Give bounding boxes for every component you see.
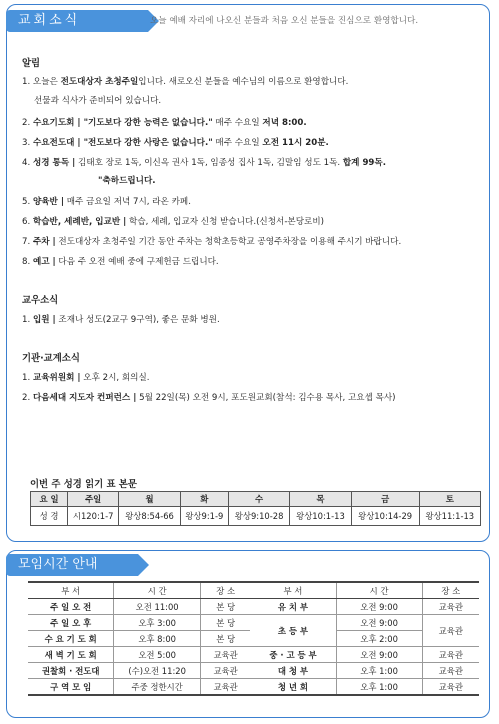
time-cell: 오후 1:00: [336, 663, 422, 679]
day-cell: 수: [228, 492, 289, 507]
header-place: 장 소: [422, 582, 479, 599]
dept-cell: 초 등 부: [250, 615, 336, 647]
notice-5: 5. 양육반 | 매주 금요일 저녁 7시, 라온 카페.: [22, 197, 191, 207]
notice-4-cont: "축하드립니다.: [98, 176, 156, 186]
text-cell: 왕상9:10-28: [228, 507, 289, 526]
header-time: 시 간: [114, 582, 200, 599]
dept-cell: 유 치 부: [250, 599, 336, 615]
dept-cell: 수 요 기 도 회: [28, 631, 114, 647]
row-label-text: 성 경: [31, 507, 68, 526]
place-cell: 교육관: [422, 615, 479, 647]
place-cell: 본 당: [200, 631, 250, 647]
text-cell: 왕상11:1-13: [419, 507, 480, 526]
header-place: 장 소: [200, 582, 250, 599]
members-heading: 교우소식: [22, 295, 59, 306]
time-cell: 오전 9:00: [336, 599, 422, 615]
time-cell: (수)오전 11:20: [114, 663, 200, 679]
header-dept: 부 서: [28, 582, 114, 599]
header-dept: 부 서: [250, 582, 336, 599]
notices-heading: 알림: [22, 58, 41, 69]
time-cell: 오후 1:00: [336, 679, 422, 696]
dept-cell: 새 벽 기 도 회: [28, 647, 114, 663]
org-news-2: 2. 다음세대 지도자 컨퍼런스 | 5월 22일(목) 오전 9시, 포도원교회(참석: 김수용 목사, 고요셉 목사): [22, 393, 396, 403]
meeting-row: [28, 615, 479, 631]
notice-4: 4. 성경 통독 | 김태호 장로 1독, 이신옥 권사 1독, 임종성 집사 1독, 김말임 성도 1독. 합계 99독.: [22, 158, 386, 168]
meeting-row: [28, 679, 479, 696]
meeting-row: [28, 599, 479, 615]
time-cell: 오후 2:00: [336, 631, 422, 647]
meeting-times-title: 모임시간 안내: [6, 554, 138, 576]
meeting-row: [28, 647, 479, 663]
meeting-row: [28, 663, 479, 679]
place-cell: 교육관: [422, 679, 479, 696]
place-cell: 본 당: [200, 615, 250, 631]
notice-2: 2. 수요기도회 | "기도보다 강한 능력은 없습니다." 매주 수요일 저녁 8:00.: [22, 118, 307, 128]
reading-text-row: [31, 507, 481, 526]
time-cell: 오전 5:00: [114, 647, 200, 663]
day-cell: 주일: [68, 492, 119, 507]
meeting-header-row: [28, 582, 479, 599]
org-news-1: 1. 교육위원회 | 오후 2시, 회의실.: [22, 373, 150, 383]
text-cell: 왕상9:1-9: [180, 507, 228, 526]
time-cell: 오전 9:00: [336, 647, 422, 663]
welcome-subtitle: 오늘 예배 자리에 나오신 분들과 처음 오신 분들을 진심으로 환영합니다.: [150, 16, 419, 26]
time-cell: 오전 11:00: [114, 599, 200, 615]
reading-day-row: [31, 492, 481, 507]
header-time: 시 간: [336, 582, 422, 599]
day-cell: 금: [351, 492, 419, 507]
notice-1: 1. 오늘은 전도대상자 초청주일입니다. 새로오신 분들을 예수님의 이름으로 환영합니다.: [22, 77, 349, 87]
dept-cell: 주 일 오 전: [28, 599, 114, 615]
row-label-day: 요 일: [31, 492, 68, 507]
dept-cell: 구 역 모 임: [28, 679, 114, 696]
text-cell: 시120:1-7: [68, 507, 119, 526]
notice-1-cont: 선물과 식사가 준비되어 있습니다.: [34, 96, 162, 106]
place-cell: 교육관: [200, 663, 250, 679]
notice-8: 8. 예고 | 다음 주 오전 예배 중에 구제헌금 드립니다.: [22, 257, 219, 267]
church-news-title: 교회소식: [6, 10, 148, 32]
bible-reading-title: 이번 주 성경 읽기 표 본문: [30, 479, 137, 490]
dept-cell: 청 년 회: [250, 679, 336, 696]
dept-cell: 중 · 고 등 부: [250, 647, 336, 663]
dept-cell: 대 청 부: [250, 663, 336, 679]
place-cell: 교육관: [422, 663, 479, 679]
text-cell: 왕상10:1-13: [290, 507, 351, 526]
place-cell: 본 당: [200, 599, 250, 615]
dept-cell: 권찰회 · 전도대: [28, 663, 114, 679]
time-cell: 오후 8:00: [114, 631, 200, 647]
time-cell: 주중 정한시간: [114, 679, 200, 696]
text-cell: 왕상8:54-66: [119, 507, 180, 526]
place-cell: 교육관: [422, 647, 479, 663]
time-cell: 오전 9:00: [336, 615, 422, 631]
notice-3: 3. 수요전도대 | "전도보다 강한 사랑은 없습니다." 매주 수요일 오전 11시 20분.: [22, 138, 329, 148]
bible-reading-table: [30, 491, 481, 526]
meeting-times-table: [28, 581, 479, 696]
day-cell: 목: [290, 492, 351, 507]
text-cell: 왕상10:14-29: [351, 507, 419, 526]
place-cell: 교육관: [422, 599, 479, 615]
time-cell: 오후 3:00: [114, 615, 200, 631]
day-cell: 토: [419, 492, 480, 507]
place-cell: 교육관: [200, 647, 250, 663]
notice-7: 7. 주차 | 전도대상자 초청주일 기간 동안 주차는 청학초등학교 공영주차장을 이용해 주시기 바랍니다.: [22, 237, 402, 247]
member-news-1: 1. 입원 | 조재나 성도(2교구 9구역), 좋은 문화 병원.: [22, 315, 220, 325]
notice-6: 6. 학습반, 세례반, 입교반 | 학습, 세례, 입교자 신청 받습니다.(신청서-본당로비): [22, 217, 324, 227]
day-cell: 월: [119, 492, 180, 507]
orgs-heading: 기관·교계소식: [22, 353, 80, 364]
dept-cell: 주 일 오 후: [28, 615, 114, 631]
place-cell: 교육관: [200, 679, 250, 696]
day-cell: 화: [180, 492, 228, 507]
